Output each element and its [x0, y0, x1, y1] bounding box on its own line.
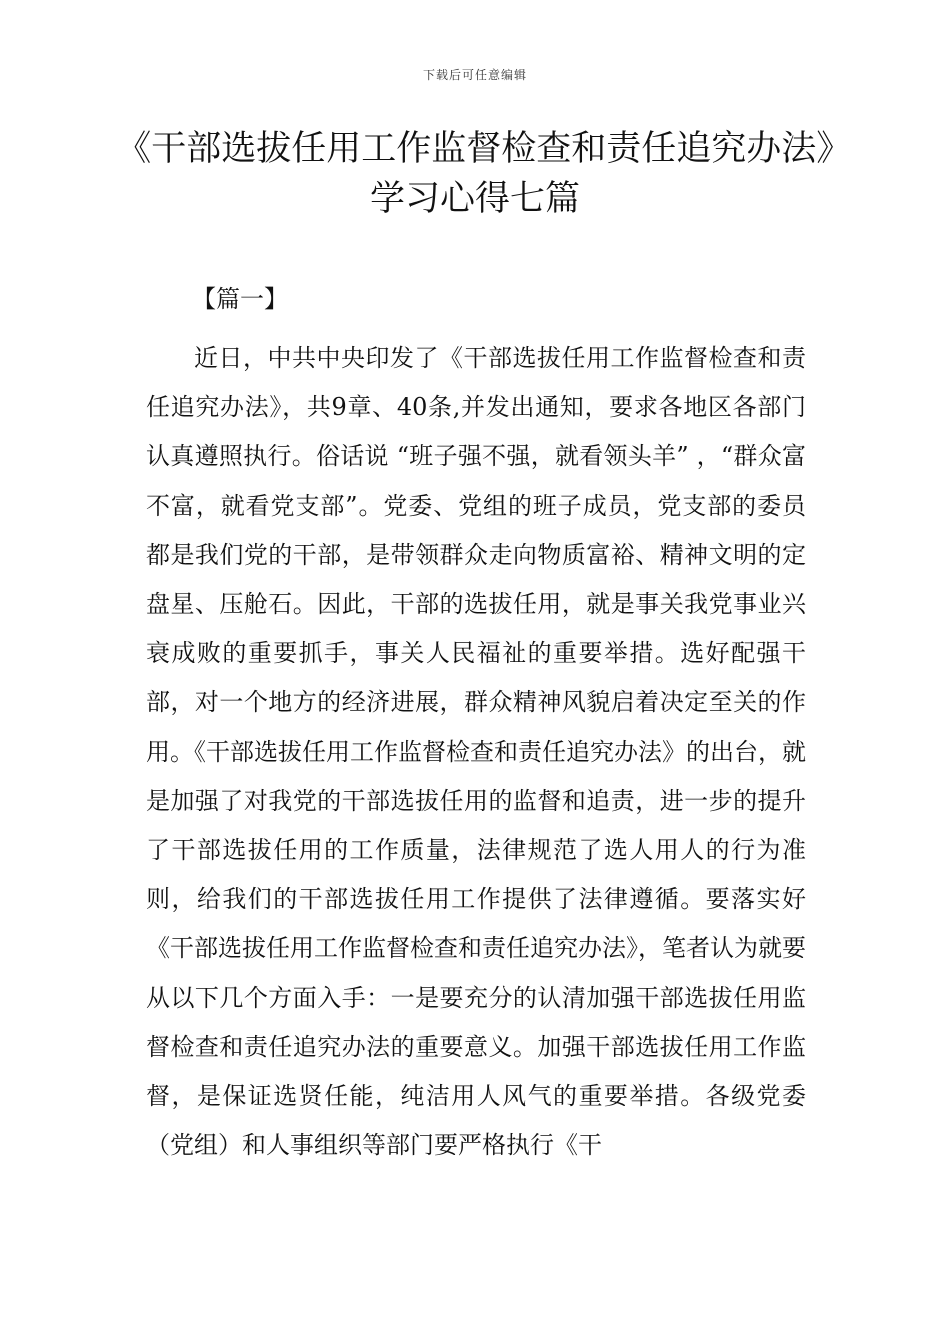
body-paragraph: 近日，中共中央印发了《干部选拔任用工作监督检查和责任追究办法》，共9章、40条,并发出通知，要求各地区各部门认真遵照执行。俗话说 “班子强不强，就看领头羊” ，“群众富不富，就看党支部”。党委、党组的班子成员，党支部的委员都是我们党的干部，是带领群众走向物质富裕、精神文明的定盘星、压舱石。因此，干部的选拔任用，就是事关我党事业兴衰成败的重要抓手，事关人民福祉的重要举措。选好配强干部，对一个地方的经济进展，群众精神风貌启着决定至关的作用。《干部选拔任用工作监督检查和责任追究办法》的出台，就是加强了对我党的干部选拔任用的监督和追责，进一步的提升了干部选拔任用的工作质量，法律规范了选人用人的行为准则，给我们的干部选拔任用工作提供了法律遵循。要落实好《干部选拔任用工作监督检查和责任追究办法》，笔者认为就要从以下几个方面入手：一是要充分的认清加强干部选拔任用监督检查和责任追究办法的重要意义。加强干部选拔任用工作监督，是保证选贤任能，纯洁用人风气的重要举措。各级党委（党组）和人事组织等部门要严格执行《干: [146, 344, 806, 1160]
section-heading: 【篇一】: [192, 285, 288, 313]
header-note: 下载后可任意编辑: [422, 68, 527, 82]
document-title: 《干部选拔任用工作监督检查和责任追究办法》学习心得七篇: [116, 129, 834, 219]
